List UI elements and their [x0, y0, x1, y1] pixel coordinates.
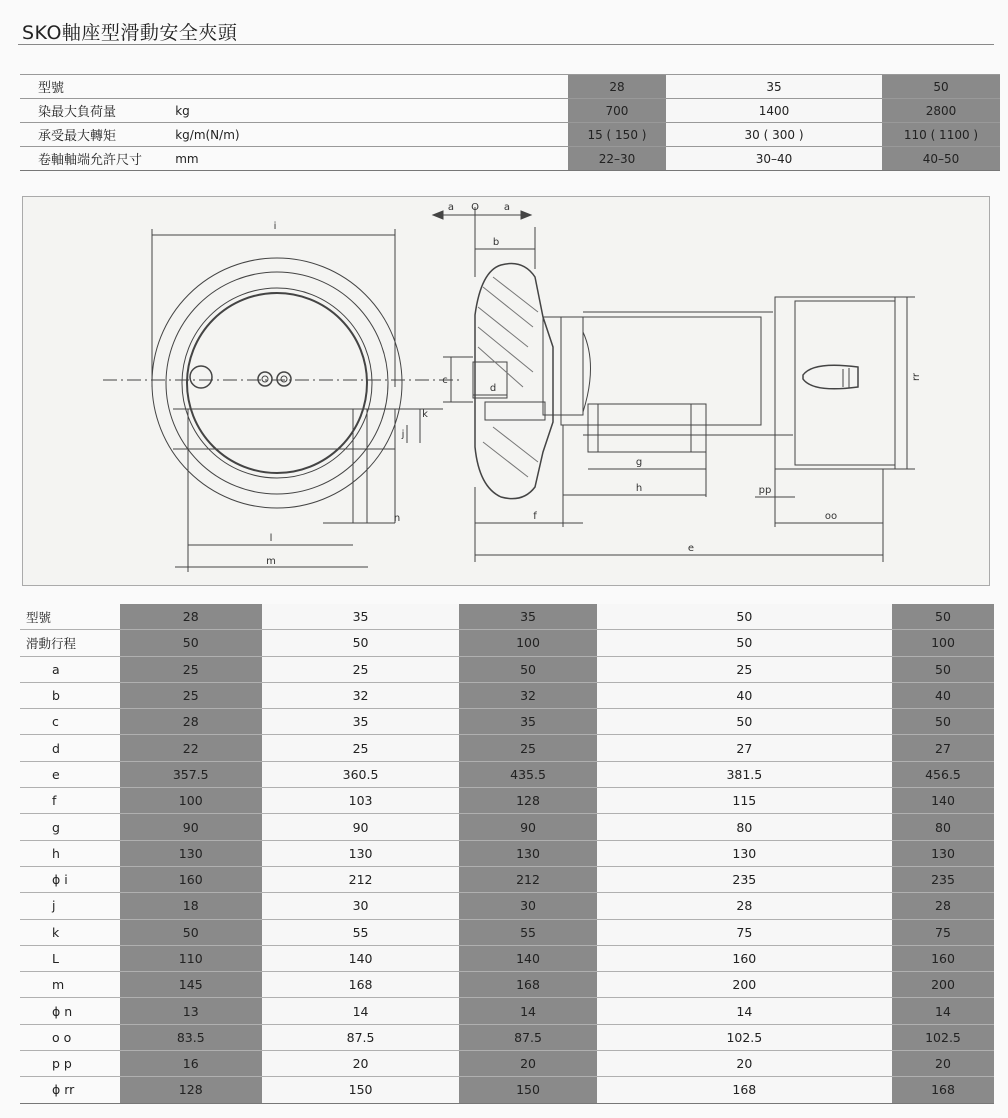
dim-row [20, 1077, 994, 1103]
spec-cell: 28 [568, 75, 666, 99]
dim-cell: 130 [892, 840, 994, 866]
front-outer-ring [152, 258, 402, 508]
spec-unit: mm [175, 147, 568, 171]
chuck-key [485, 402, 545, 420]
dim-cell: 18 [120, 893, 262, 919]
dim-row-label: k [20, 919, 120, 945]
dim-row-label: ϕ rr [20, 1077, 120, 1103]
dim-cell: 50 [262, 630, 460, 656]
dim-row-label: 滑動行程 [20, 630, 120, 656]
dim-cell: 357.5 [120, 761, 262, 787]
front-bolt-right [277, 372, 291, 386]
dim-cell: 35 [459, 604, 596, 630]
label-a-right: a [503, 202, 511, 213]
dim-cell: 25 [120, 656, 262, 682]
dim-cell: 50 [892, 709, 994, 735]
spec-cell: 110 ( 1100 ) [882, 123, 1000, 147]
dim-row-label: 型號 [20, 604, 120, 630]
dim-row [20, 682, 994, 708]
dim-cell: 235 [892, 866, 994, 892]
spec-label: 型號 [20, 75, 175, 99]
front-bore [187, 293, 367, 473]
dim-row-label: g [20, 814, 120, 840]
dim-row-model [20, 604, 994, 630]
label-n: n [393, 513, 401, 524]
dim-row [20, 919, 994, 945]
dim-cell: 90 [262, 814, 460, 840]
front-bolt-right-core [281, 376, 287, 382]
housing-slot [588, 404, 706, 452]
spec-table [20, 74, 1000, 171]
dim-cell: 20 [597, 1051, 892, 1077]
front-mid-ring [166, 272, 388, 494]
dim-cell: 160 [597, 945, 892, 971]
end-cap-handle [803, 365, 858, 389]
spec-cell: 15 ( 150 ) [568, 123, 666, 147]
dim-cell: 160 [892, 945, 994, 971]
dim-cell: 25 [597, 656, 892, 682]
dim-cell: 103 [262, 788, 460, 814]
dim-cell: 14 [262, 998, 460, 1024]
dim-cell: 20 [892, 1051, 994, 1077]
dim-cell: 110 [120, 945, 262, 971]
dim-row [20, 1024, 994, 1050]
front-small-hole [190, 366, 212, 388]
dim-cell: 50 [120, 630, 262, 656]
dim-row [20, 814, 994, 840]
label-oo: oo [824, 511, 838, 522]
dim-cell: 435.5 [459, 761, 596, 787]
dim-cell: 168 [459, 972, 596, 998]
dim-cell: 200 [597, 972, 892, 998]
dim-row [20, 893, 994, 919]
dim-cell: 168 [262, 972, 460, 998]
chuck-flange [475, 264, 553, 499]
dim-cell: 50 [892, 604, 994, 630]
dim-cell: 50 [120, 919, 262, 945]
dim-cell: 150 [459, 1077, 596, 1103]
dim-cell: 456.5 [892, 761, 994, 787]
label-m: m [266, 556, 276, 567]
dim-row-label: a [20, 656, 120, 682]
dim-cell: 140 [892, 788, 994, 814]
dim-row-label: L [20, 945, 120, 971]
dim-cell: 128 [120, 1077, 262, 1103]
label-i: i [273, 221, 277, 232]
dim-cell: 130 [459, 840, 596, 866]
dim-row [20, 761, 994, 787]
dim-cell: 145 [120, 972, 262, 998]
dim-cell: 28 [120, 709, 262, 735]
dim-row-label: d [20, 735, 120, 761]
dim-cell: 55 [459, 919, 596, 945]
dim-cell: 212 [262, 866, 460, 892]
spec-row-model [20, 75, 1000, 99]
dim-row-label: b [20, 682, 120, 708]
dim-cell: 14 [459, 998, 596, 1024]
label-h: h [635, 483, 643, 494]
front-bolt-left [258, 372, 272, 386]
dim-cell: 16 [120, 1051, 262, 1077]
dim-cell: 50 [597, 709, 892, 735]
dim-cell: 20 [459, 1051, 596, 1077]
dim-cell: 381.5 [597, 761, 892, 787]
label-j: j [401, 429, 405, 440]
dim-cell: 75 [892, 919, 994, 945]
dim-cell: 13 [120, 998, 262, 1024]
dim-cell: 28 [120, 604, 262, 630]
dim-cell: 14 [892, 998, 994, 1024]
dim-row [20, 998, 994, 1024]
spec-unit [175, 75, 568, 99]
spec-unit: kg [175, 99, 568, 123]
dim-cell: 200 [892, 972, 994, 998]
dim-cell: 22 [120, 735, 262, 761]
dim-row [20, 1051, 994, 1077]
label-b: b [492, 237, 500, 248]
label-a-left: a [447, 202, 455, 213]
dim-row-stroke [20, 630, 994, 656]
title-divider [18, 44, 994, 45]
spec-label: 卷軸軸端允許尺寸 [20, 147, 175, 171]
spec-label: 承受最大轉矩 [20, 123, 175, 147]
dim-cell: 360.5 [262, 761, 460, 787]
dim-cell: 50 [597, 630, 892, 656]
dim-row [20, 656, 994, 682]
dim-row-label: o o [20, 1024, 120, 1050]
spec-row-max-torque [20, 123, 1000, 147]
dim-cell: 102.5 [892, 1024, 994, 1050]
spec-cell: 30 ( 300 ) [666, 123, 882, 147]
housing-body [561, 317, 761, 425]
dim-cell: 80 [597, 814, 892, 840]
label-d: d [489, 383, 497, 394]
dim-cell: 87.5 [459, 1024, 596, 1050]
dim-cell: 160 [120, 866, 262, 892]
dim-cell: 50 [459, 656, 596, 682]
dim-row [20, 735, 994, 761]
dim-row [20, 788, 994, 814]
spec-cell: 35 [666, 75, 882, 99]
dim-cell: 130 [597, 840, 892, 866]
dim-cell: 25 [262, 656, 460, 682]
spec-cell: 1400 [666, 99, 882, 123]
dim-cell: 100 [459, 630, 596, 656]
dim-cell: 40 [597, 682, 892, 708]
spec-cell: 30–40 [666, 147, 882, 171]
dim-row [20, 972, 994, 998]
dim-cell: 115 [597, 788, 892, 814]
dim-row [20, 945, 994, 971]
dim-aoa-arrow-right [521, 211, 531, 219]
dim-row [20, 709, 994, 735]
dim-cell: 35 [459, 709, 596, 735]
spec-cell: 50 [882, 75, 1000, 99]
end-cap [775, 297, 895, 469]
label-e: e [687, 543, 695, 554]
dim-row-label: j [20, 893, 120, 919]
chuck-body [543, 317, 583, 415]
spec-cell: 700 [568, 99, 666, 123]
dim-cell: 40 [892, 682, 994, 708]
dim-cell: 25 [120, 682, 262, 708]
label-f: f [533, 511, 537, 522]
spec-cell: 22–30 [568, 147, 666, 171]
label-k: k [422, 409, 428, 420]
label-o: O [471, 202, 479, 213]
dim-cell: 140 [459, 945, 596, 971]
dim-cell: 235 [597, 866, 892, 892]
spec-cell: 2800 [882, 99, 1000, 123]
dim-cell: 28 [597, 893, 892, 919]
dim-row-label: ϕ n [20, 998, 120, 1024]
chuck-bearing-arc [583, 332, 591, 412]
dim-cell: 168 [597, 1077, 892, 1103]
dim-cell: 32 [459, 682, 596, 708]
drawing-svg [23, 197, 989, 585]
dim-row [20, 866, 994, 892]
dim-cell: 25 [262, 735, 460, 761]
spec-row-shaft-size [20, 147, 1000, 171]
dim-cell: 87.5 [262, 1024, 460, 1050]
label-c: c [442, 375, 448, 386]
label-l: l [269, 533, 273, 544]
dim-row-label: c [20, 709, 120, 735]
dim-cell: 28 [892, 893, 994, 919]
dim-cell: 20 [262, 1051, 460, 1077]
dim-cell: 27 [892, 735, 994, 761]
dim-cell: 75 [597, 919, 892, 945]
dim-row-label: f [20, 788, 120, 814]
spec-row-max-load [20, 99, 1000, 123]
label-g: g [635, 457, 643, 468]
dim-cell: 50 [597, 604, 892, 630]
dim-row-label: e [20, 761, 120, 787]
label-rr: rr [911, 372, 922, 382]
spec-unit: kg/m(N/m) [175, 123, 568, 147]
dim-cell: 168 [892, 1077, 994, 1103]
dim-cell: 80 [892, 814, 994, 840]
dim-cell: 102.5 [597, 1024, 892, 1050]
dim-cell: 30 [262, 893, 460, 919]
spec-label: 染最大負荷量 [20, 99, 175, 123]
spec-cell: 40–50 [882, 147, 1000, 171]
dim-row-label: p p [20, 1051, 120, 1077]
technical-drawing [22, 196, 990, 586]
dim-row-label: m [20, 972, 120, 998]
dim-cell: 32 [262, 682, 460, 708]
dim-cell: 100 [892, 630, 994, 656]
dim-cell: 212 [459, 866, 596, 892]
dim-cell: 83.5 [120, 1024, 262, 1050]
label-pp: pp [758, 485, 772, 496]
dim-row-label: h [20, 840, 120, 866]
dim-cell: 90 [120, 814, 262, 840]
dim-cell: 55 [262, 919, 460, 945]
dim-aoa-arrow-left [433, 211, 443, 219]
dim-cell: 130 [120, 840, 262, 866]
dim-row-label: ϕ i [20, 866, 120, 892]
dim-cell: 90 [459, 814, 596, 840]
dim-cell: 27 [597, 735, 892, 761]
dim-cell: 140 [262, 945, 460, 971]
dim-cell: 128 [459, 788, 596, 814]
page-title: SKO軸座型滑動安全夾頭 [22, 22, 238, 44]
dim-cell: 130 [262, 840, 460, 866]
dim-cell: 30 [459, 893, 596, 919]
dim-row [20, 840, 994, 866]
dim-cell: 35 [262, 709, 460, 735]
dim-cell: 100 [120, 788, 262, 814]
chuck-hatch [478, 277, 538, 477]
dim-cell: 14 [597, 998, 892, 1024]
end-cap-face [795, 301, 895, 465]
dimension-table [20, 604, 994, 1104]
dim-cell: 150 [262, 1077, 460, 1103]
front-bolt-left-core [262, 376, 268, 382]
dim-cell: 35 [262, 604, 460, 630]
dim-cell: 25 [459, 735, 596, 761]
dim-cell: 50 [892, 656, 994, 682]
